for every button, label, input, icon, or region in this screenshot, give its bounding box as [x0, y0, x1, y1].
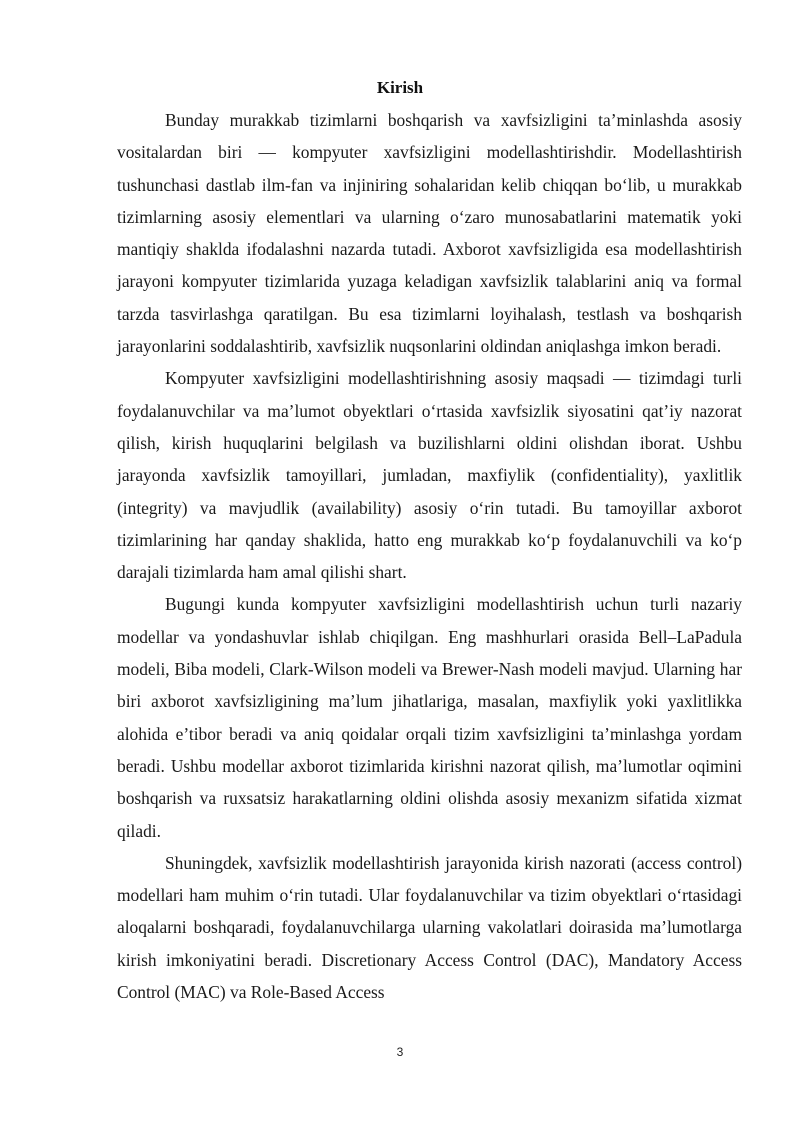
page-number: 3	[396, 1045, 404, 1059]
paragraph-2: Kompyuter xavfsizligini modellashtirishning asosiy maqsadi — tizimdagi turli foydalanuvchilar va ma’lumot obyektlari o‘rtasida xavfsizlik siyosatini qat’iy nazorat qilish, kirish huquqlarini belgilash va buzilishlarni oldini olishdan iborat. Ushbu jarayonda xavfsizlik tamoyillari, jumladan, maxfiylik (confidentiality), yaxlitlik (integrity) va mavjudlik (availability) asosiy o‘rin tutadi. Bu tamoyillar axborot tizimlarining har qanday shaklida, hatto eng murakkab ko‘p foydalanuvchili va ko‘p darajali tizimlarda ham amal qilishi shart.	[117, 368, 742, 583]
paragraph-4: Shuningdek, xavfsizlik modellashtirish jarayonida kirish nazorati (access control) modellari ham muhim o‘rin tutadi. Ular foydalanuvchilar va tizim obyektlari o‘rtasidagi aloqalarni boshqaradi, foydalanuvchilarga ularning vakolatlari doirasida ma’lumotlarga kirish imkoniyatini beradi. Discretionary Access Control (DAC), Mandatory Access Control (MAC) va Role-Based Access	[117, 852, 742, 1003]
paragraph-1: Bunday murakkab tizimlarni boshqarish va xavfsizligini ta’minlashda asosiy vositalardan biri — kompyuter xavfsizligini modellashtirishdir. Modellashtirish tushunchasi dastlab ilm-fan va injiniring sohalaridan kelib chiqqan bo‘lib, u murakkab tizimlarning asosiy elementlari va ularning o‘zaro munosabatlarini matematik yoki mantiqiy shaklda ifodalashni nazarda tutadi. Axborot xavfsizligida esa modellashtirish jarayoni kompyuter tizimlarida yuzaga keladigan xavfsizlik talablarini aniq va formal tarzda tasvirlashga qaratilgan. Bu esa tizimlarni loyihalash, testlash va boshqarish jarayonlarini soddalashtirib, xavfsizlik nuqsonlarini oldindan aniqlashga imkon beradi.	[117, 110, 742, 357]
body-text	[117, 104, 742, 1008]
paragraph-3: Bugungi kunda kompyuter xavfsizligini modellashtirish uchun turli nazariy modellar va yondashuvlar ishlab chiqilgan. Eng mashhurlari orasida Bell–LaPadula modeli, Biba modeli, Clark-Wilson modeli va Brewer-Nash modeli mavjud. Ularning har biri axborot xavfsizligining ma’lum jihatlariga, masalan, maxfiylik yoki yaxlitlikka alohida e’tibor beradi va aniq qoidalar orqali tizim xavfsizligini ta’minlashga yordam beradi. Ushbu modellar axborot tizimlarida kirishni nazorat qilish, ma’lumotlar oqimini boshqarish va ruxsatsiz harakatlarning oldini olishda asosiy mexanizm sifatida xizmat qiladi.	[117, 594, 742, 841]
section-title: Kirish	[376, 78, 424, 97]
